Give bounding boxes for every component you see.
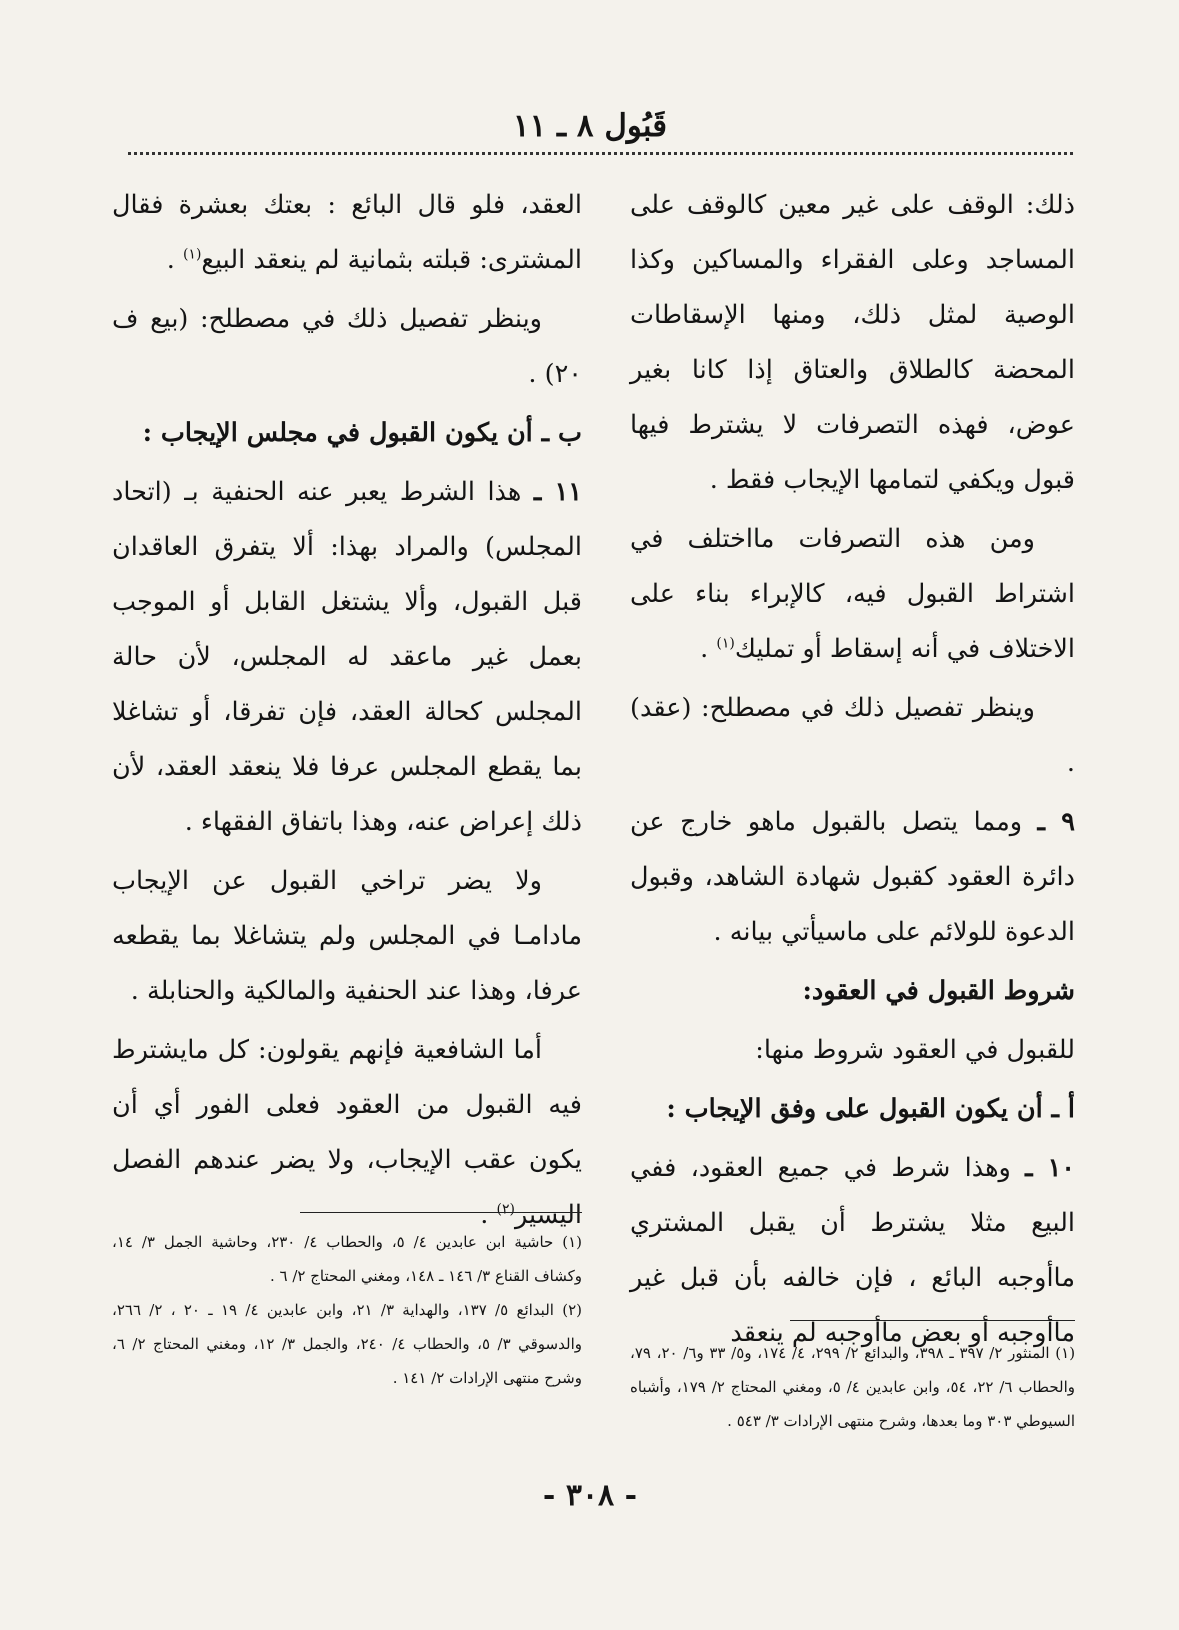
footnotes-right xyxy=(630,1336,1075,1438)
header-dotted-rule xyxy=(128,152,1073,155)
paragraph-text: وينظر تفصيل ذلك في مصطلح: (عقد) . xyxy=(630,693,1075,778)
left-column-paragraph xyxy=(112,465,582,850)
paragraph-text: ومن هذه التصرفات مااختلف في اشتراط القبول فيه، كالإبراء بناء على الاختلاف في أنه إسقاط أو تمليك xyxy=(630,524,1075,664)
footnote-separator-left xyxy=(300,1212,582,1213)
paragraph-text: أ ـ أن يكون القبول على وفق الإيجاب : xyxy=(666,1094,1075,1124)
footnote: (١) المنثور ٢/ ٣٩٧ ـ ٣٩٨، والبدائع ٢/ ٢٩٩، ٤/ ١٧٤، و٥/ ٣٣ و٦/ ٢٠، ٧٩، والحطاب ٦/ ٢٢، ٥٤، وابن عابدين ٤/ ٥، ومغني المحتاج ٢/ ١٧٩، وأشباه السيوطي ٣٠٣ وما بعدها، وشرح منتهى الإرادات ٣/ ٥٤٣ . xyxy=(630,1344,1076,1430)
paragraph-text: أما الشافعية فإنهم يقولون: كل مايشترط فيه القبول من العقود فعلى الفور أي أن يكون عقب الإيجاب، ولا يضر عندهم الفصل اليسير xyxy=(112,1035,582,1230)
right-column-paragraph xyxy=(630,795,1075,960)
paragraph-text: ذلك: الوقف على غير معين كالوقف على المساجد وعلى الفقراء والمساكين وكذا الوصية لمثل ذلك، ومنها الإسقاطات المحضة كالطلاق والعتاق إذا كانا بغير عوض، فهذه التصرفات لا يشترط فيها قبول ويكفي لتمامها الإيجاب فقط . xyxy=(630,190,1075,495)
paragraph-text: شروط القبول في العقود: xyxy=(802,976,1075,1006)
page-header-title: قَبُول ٨ ـ ١١ xyxy=(512,108,668,144)
paragraph-text: وهذا شرط في جميع العقود، ففي البيع مثلا يشترط أن يقبل المشتري ماأوجبه البائع ، فإن خالفه بأن قبل غير ماأوجبه أو بعض ماأوجبه لم ينعقد xyxy=(630,1153,1075,1348)
paragraph-text: ولا يضر تراخي القبول عن الإيجاب مادامـا في المجلس ولم يتشاغلا بما يقطعه عرفا، وهذا عند الحنفية والمالكية والحنابلة . xyxy=(112,866,582,1006)
footnote: (١) حاشية ابن عابدين ٤/ ٥، والحطاب ٤/ ٢٣٠، وحاشية الجمل ٣/ ١٤، وكشاف القناع ٣/ ١٤٦ ـ ١٤٨، ومغني المحتاج ٢/ ٦ . xyxy=(112,1233,582,1285)
left-column-heading xyxy=(112,406,582,461)
paragraph-text: للقبول في العقود شروط منها: xyxy=(755,1035,1075,1065)
left-column-paragraph xyxy=(112,292,582,402)
paragraph-tail: . xyxy=(480,1200,497,1230)
page-number: - ٣٠٨ - xyxy=(542,1478,638,1513)
paragraph-number: ١١ ـ xyxy=(533,477,582,507)
right-text-column xyxy=(630,178,1075,1365)
footnotes-left xyxy=(112,1225,582,1395)
right-column-paragraph xyxy=(630,512,1075,677)
right-column-heading xyxy=(630,1082,1075,1137)
paragraph-tail: . xyxy=(700,634,717,664)
left-column-paragraph xyxy=(112,854,582,1019)
left-column-paragraph xyxy=(112,1023,582,1243)
right-column-paragraph xyxy=(630,1141,1075,1361)
footnote-marker: (١) xyxy=(716,635,735,652)
paragraph-number: ٩ ـ xyxy=(1037,807,1075,837)
footnote-marker: (١) xyxy=(182,246,202,263)
left-text-column xyxy=(112,178,582,1247)
paragraph-tail: . xyxy=(166,245,183,275)
right-column-heading xyxy=(630,964,1075,1019)
right-column-paragraph xyxy=(630,681,1075,791)
footnote-marker: (٢) xyxy=(496,1201,515,1218)
paragraph-text: وينظر تفصيل ذلك في مصطلح: (بيع ف ٢٠) . xyxy=(112,304,582,389)
footnote-separator-right xyxy=(790,1320,1075,1321)
paragraph-text: هذا الشرط يعبر عنه الحنفية بـ (اتحاد المجلس) والمراد بهذا: ألا يتفرق العاقدان قبل القبول، وألا يشتغل القابل أو الموجب بعمل غير ماعقد له المجلس، لأن حالة المجلس كحالة العقد، فإن تفرقا، أو تشاغلا بما يقطع المجلس عرفا فلا ينعقد العقد، لأن ذلك إعراض عنه، وهذا باتفاق الفقهاء . xyxy=(112,477,582,837)
footnote: (٢) البدائع ٥/ ١٣٧، والهداية ٣/ ٢١، وابن عابدين ٤/ ١٩ ـ ٢٠ ، ٢/ ٢٦٦، والدسوقي ٣/ ٥، والحطاب ٤/ ٢٤٠، والجمل ٣/ ١٢، ومغني المحتاج ٢/ ٦، وشرح منتهى الإرادات ٢/ ١٤١ . xyxy=(112,1301,583,1387)
paragraph-text: العقد، فلو قال البائع : بعتك بعشرة فقال المشترى: قبلته بثمانية لم ينعقد البيع xyxy=(112,190,582,275)
right-column-paragraph xyxy=(630,178,1075,508)
paragraph-number: ١٠ ـ xyxy=(1025,1153,1075,1183)
right-column-paragraph xyxy=(630,1023,1075,1078)
paragraph-text: ومما يتصل بالقبول ماهو خارج عن دائرة العقود كقبول شهادة الشاهد، وقبول الدعوة للولائم على ماسيأتي بيانه . xyxy=(630,807,1075,947)
left-column-paragraph xyxy=(112,178,582,288)
paragraph-text: ب ـ أن يكون القبول في مجلس الإيجاب : xyxy=(142,418,582,448)
